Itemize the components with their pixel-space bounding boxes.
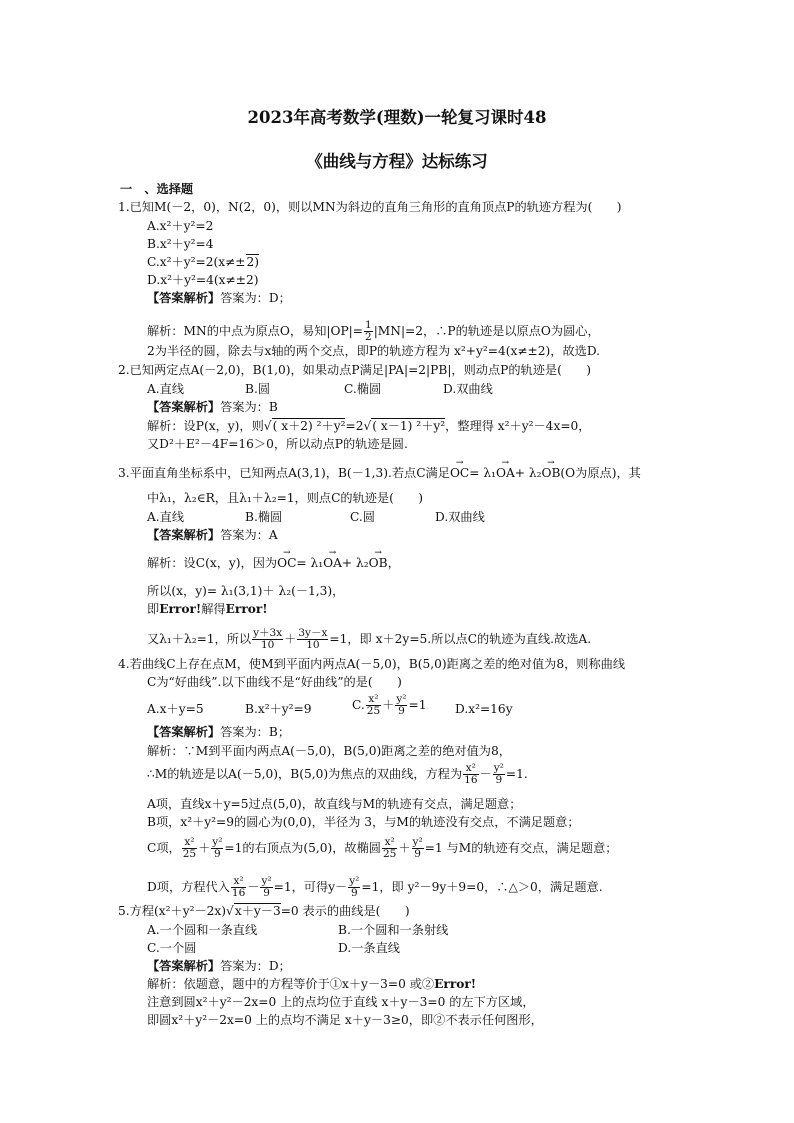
fraction: $\frac{\text{y²}}{9}$ — [493, 762, 504, 786]
q2-option-d: D.双曲线 — [443, 382, 493, 396]
q2-stem: 2.已知两定点A(－2,0)，B(1,0)，如果动点P满足|PA|=2|PB|，则动点P的轨迹是( ) — [118, 363, 592, 377]
q3-explain-2: 所以(x，y)= λ₁(3,1)＋ λ₂(－1,3)， — [147, 584, 345, 598]
q4-stem-2: C为“好曲线”.以下曲线不是“好曲线”的是( ) — [147, 675, 402, 689]
q3-option-d: D.双曲线 — [435, 510, 485, 524]
q3-explain-1: 解析：设C(x，y)，因为→ OC= λ₁→ OA+ λ₂→ OB， — [147, 555, 400, 571]
vector: → OB — [369, 555, 388, 571]
q5-stem: 5.方程(x²＋y²－2x)√x＋y－3=0 表示的曲线是( ) — [118, 904, 410, 918]
q4-explain-4: B项，x²＋y²=9的圆心为(0,0)，半径为 3，与M的轨迹没有交点，不满足题意； — [147, 815, 580, 829]
q5-option-c: C.一个圆 — [147, 941, 197, 955]
q4-explain-1: 解析：∵M到平面内两点A(－5,0)，B(5,0)距离之差的绝对值为8， — [147, 744, 511, 758]
title-line-1: 2023年高考数学(理数)一轮复习课时48 — [247, 108, 547, 127]
sqrt-sign: √ — [226, 904, 234, 918]
fraction: $\frac{\text{x²}}{25}$ — [366, 693, 381, 717]
fraction: $\frac{\text{y²}}{9}$ — [412, 836, 423, 860]
q3-stem-1: 3.平面直角坐标系中，已知两点A(3,1)，B(－1,3).若点C满足→ OC= λ₁→ OA+ λ₂→ OB(O为原点)，其 — [118, 465, 641, 481]
fraction: $\frac{\text{y²}}{9}$ — [261, 875, 272, 899]
fraction: $\frac{1}{2}$ — [365, 319, 372, 343]
q4-option-c: C. $\frac{\text{x²}}{25}$ ＋ $\frac{\text{y²}}{9}$ =1 — [352, 693, 427, 717]
answer-label: 【答案解析】 — [147, 725, 221, 739]
q2-option-a: A.直线 — [147, 382, 185, 396]
section-heading: 一 、选择题 — [120, 182, 194, 196]
q5-option-b: B.一个圆和一条射线 — [338, 923, 449, 937]
fraction: $\frac{\text{x²}}{16}$ — [464, 762, 478, 786]
vector: → OA — [496, 465, 515, 481]
sqrt-sign: √ — [363, 419, 372, 433]
q3-answer: 【答案解析】答案为：A — [147, 528, 278, 542]
sqrt-sign: √ — [263, 419, 272, 433]
q4-explain-6: D项，方程代入 $\frac{\text{x²}}{16}$ － $\frac{\text{y²}}{9}$ =1，可得y－ $\frac{\text{y²}}{9}$ =1，即 y²－9y＋9=0，∴△＞0，满足题意. — [147, 875, 603, 899]
q4-explain-3: A项，直线x＋y=5过点(5,0)，故直线与M的轨迹有交点，满足题意； — [147, 797, 522, 811]
q1-stem: 1.已知M(－2，0)，N(2，0)，则以MN为斜边的直角三角形的直角顶点P的轨迹方程为( ) — [118, 200, 622, 214]
q1-option-a: A.x²＋y²=2 — [147, 219, 214, 233]
q2-explain-2: 又D²＋E²－4F=16＞0，所以动点P的轨迹是圆. — [147, 437, 408, 451]
answer-label: 【答案解析】 — [147, 400, 221, 414]
q1-option-b: B.x²＋y²=4 — [147, 237, 214, 251]
q4-stem-1: 4.若曲线C上存在点M，使M到平面内两点A(－5,0)，B(5,0)距离之差的绝对值为8，则称曲线 — [118, 657, 626, 671]
fraction: $\frac{\text{x²}}{25}$ — [182, 836, 197, 860]
q1-option-c: C.x²＋y²=2(x≠±2) — [147, 255, 260, 269]
q5-option-a: A.一个圆和一条直线 — [147, 923, 258, 937]
q4-option-d: D.x²=16y — [455, 702, 513, 716]
answer-label: 【答案解析】 — [147, 291, 221, 305]
title-line-2: 《曲线与方程》达标练习 — [306, 152, 488, 171]
q1-explain-2: 2为半径的圆，除去与x轴的两个交点，即P的轨迹方程为 x²+y²=4(x≠±2)，故选D. — [147, 344, 601, 358]
q5-option-d: D.一条直线 — [338, 941, 400, 955]
q5-explain-2: 注意到圆x²＋y²－2x=0 上的点均位于直线 x＋y－3=0 的左下方区域， — [147, 995, 535, 1009]
vector: → OB — [541, 465, 560, 481]
fraction: $\frac{\text{y²}}{9}$ — [349, 875, 360, 899]
q2-option-b: B.圆 — [245, 382, 271, 396]
fraction: $\frac{y+3x}{10}$ — [253, 627, 283, 651]
q1-explain-1: 解析：MN的中点为原点O，易知|OP|= $\frac{1}{2}$ |MN|=2，∴P的轨迹是以原点O为圆心， — [147, 319, 600, 343]
answer-label: 【答案解析】 — [147, 959, 221, 973]
sqrt-sign: 2) — [246, 255, 260, 269]
vector: → OC — [450, 465, 469, 481]
fraction: $\frac{\text{x²}}{25}$ — [382, 836, 397, 860]
q3-stem-2: 中λ₁，λ₂∈R，且λ₁＋λ₂=1，则点C的轨迹是( ) — [147, 491, 424, 505]
q5-explain-3: 即圆x²＋y²－2x=0 上的点均不满足 x＋y－3≥0，即②不表示任何图形， — [147, 1013, 543, 1027]
q4-explain-2: ∴M的轨迹是以A(－5,0)，B(5,0)为焦点的双曲线，方程为 $\frac{\text{x²}}{16}$ － $\frac{\text{y²}}{9}$ =1. — [147, 762, 528, 786]
q3-explain-3: 即Error!解得Error! — [147, 602, 268, 616]
q2-explain-1: 解析：设P(x，y)，则√( x＋2) ²＋y²=2√( x－1) ²＋y²，整理得 x²＋y²－4x=0， — [147, 419, 591, 433]
q1-answer: 【答案解析】答案为：D； — [147, 291, 291, 305]
fraction: $\frac{\text{y²}}{9}$ — [212, 836, 223, 860]
answer-label: 【答案解析】 — [147, 528, 221, 542]
q5-explain-1: 解析：依题意，题中的方程等价于①x＋y－3=0 或②Error! — [147, 977, 477, 991]
q3-option-a: A.直线 — [147, 510, 185, 524]
q3-option-c: C.圆 — [350, 510, 375, 524]
fraction: $\frac{3y-x}{10}$ — [298, 627, 328, 651]
q3-option-b: B.椭圆 — [245, 510, 283, 524]
q4-option-b: B.x²＋y²=9 — [245, 702, 312, 716]
fraction: $\frac{\text{x²}}{16}$ — [231, 875, 246, 899]
q5-answer: 【答案解析】答案为：D； — [147, 959, 291, 973]
q2-option-c: C.椭圆 — [344, 382, 382, 396]
q4-explain-5: C项， $\frac{\text{x²}}{25}$ ＋ $\frac{\text{y²}}{9}$ =1的右顶点为(5,0)，故椭圆 $\frac{\text{x²}}{25}$ ＋ $\frac{\text{y²}}{9}$ =1 与M的轨迹有交点，满足题意； — [147, 836, 618, 860]
q4-option-a: A.x＋y=5 — [147, 702, 204, 716]
q3-explain-4: 又λ₁＋λ₂=1，所以 $\frac{y+3x}{10}$ ＋ $\frac{3y-x}{10}$ =1，即 x＋2y=5.所以点C的轨迹为直线.故选A. — [147, 627, 592, 651]
vector: → OA — [323, 555, 342, 571]
vector: → OC — [277, 555, 296, 571]
q4-answer: 【答案解析】答案为：B； — [147, 725, 291, 739]
fraction: $\frac{\text{y²}}{9}$ — [396, 693, 407, 717]
q1-option-d: D.x²＋y²=4(x≠±2) — [147, 273, 259, 287]
q2-answer: 【答案解析】答案为：B — [147, 400, 278, 414]
